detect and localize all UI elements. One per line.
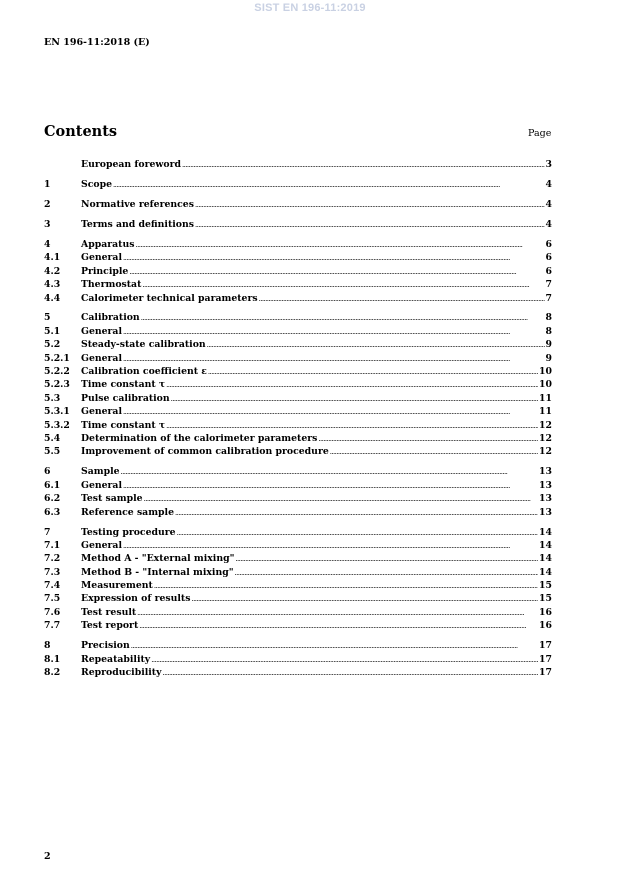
toc-entry-page: 12 <box>539 419 552 431</box>
toc-entry-title: Reproducibility <box>81 667 162 679</box>
toc-entry-title: European foreword <box>81 159 181 170</box>
toc-entry-page: 9 <box>545 352 552 364</box>
toc-entry[interactable] <box>44 178 552 191</box>
toc-entry-number: 6.1 <box>44 479 61 491</box>
toc-entry-title: Normative references <box>81 198 194 210</box>
toc-entry-number: 7 <box>44 526 51 538</box>
toc-entry[interactable] <box>44 392 552 405</box>
toc-entry-number: 7.4 <box>44 580 61 592</box>
toc-entry-page: 16 <box>539 606 552 618</box>
toc-leader-dots <box>141 312 545 325</box>
toc-leader-dots <box>144 493 538 506</box>
toc-entry-title: Repeatability <box>81 653 151 665</box>
toc-entry-title: Calibration <box>81 312 140 324</box>
toc-entry[interactable] <box>44 639 552 652</box>
toc-entry-title: General <box>81 479 122 491</box>
toc-entry-number: 4.2 <box>44 265 61 277</box>
toc-entry-title: General <box>81 325 122 337</box>
toc-entry-title: Principle <box>81 265 129 277</box>
toc-entry-page: 9 <box>545 339 552 351</box>
toc-entry[interactable] <box>44 378 552 391</box>
toc-entry[interactable] <box>44 539 552 552</box>
toc-entry[interactable] <box>44 251 552 264</box>
toc-leader-dots <box>207 339 545 352</box>
toc-entry-page: 12 <box>539 433 552 444</box>
toc-entry[interactable] <box>44 265 552 278</box>
toc-leader-dots <box>177 527 538 540</box>
toc-leader-dots <box>166 379 538 392</box>
toc-entry-title: Expression of results <box>81 593 191 605</box>
toc-entry[interactable] <box>44 619 552 632</box>
toc-entry-page: 17 <box>539 667 552 679</box>
toc-leader-dots <box>135 239 544 252</box>
toc-leader-dots <box>318 433 538 446</box>
toc-leader-dots <box>235 553 538 566</box>
toc-leader-dots <box>142 279 544 292</box>
toc-entry[interactable] <box>44 365 552 378</box>
toc-leader-dots <box>151 654 538 667</box>
toc-entry-page: 6 <box>545 238 552 250</box>
table-of-contents <box>44 158 552 679</box>
toc-entry-number: 4.3 <box>44 279 61 291</box>
toc-entry-title: Test result <box>81 606 137 618</box>
toc-entry-page: 14 <box>539 539 552 551</box>
toc-entry-number: 8 <box>44 640 51 652</box>
toc-entry-title: Thermostat <box>81 279 142 291</box>
toc-entry[interactable] <box>44 606 552 619</box>
toc-entry-page: 12 <box>539 446 552 458</box>
toc-entry-title: Calibration coefficient ε <box>81 366 207 378</box>
toc-entry-title: Apparatus <box>81 238 135 250</box>
toc-entry-page: 8 <box>545 325 552 337</box>
toc-entry[interactable] <box>44 653 552 666</box>
toc-entry-title: Test sample <box>81 493 143 505</box>
toc-entry[interactable] <box>44 465 552 478</box>
toc-entry[interactable] <box>44 526 552 539</box>
toc-entry-page: 10 <box>539 379 552 391</box>
toc-entry-page: 17 <box>539 653 552 665</box>
toc-entry-title: Determination of the calorimeter parameters <box>81 433 318 444</box>
page-title: Contents <box>44 123 118 140</box>
toc-entry-number: 5.2 <box>44 339 61 351</box>
toc-entry-page: 14 <box>539 526 552 538</box>
toc-entry-page: 11 <box>539 392 552 404</box>
toc-entry-page: 13 <box>539 493 552 505</box>
toc-entry-page: 17 <box>539 640 552 652</box>
toc-leader-dots <box>131 640 538 653</box>
toc-entry-title: Calorimeter technical parameters <box>81 292 258 304</box>
document-id: EN 196-11:2018 (E) <box>44 37 150 48</box>
toc-entry-title: Improvement of common calibration procedure <box>81 446 329 458</box>
toc-entry-page: 6 <box>545 265 552 277</box>
toc-entry-title: Terms and definitions <box>81 218 194 230</box>
toc-entry[interactable] <box>44 666 552 679</box>
toc-entry[interactable] <box>44 579 552 592</box>
toc-entry-page: 14 <box>539 566 552 578</box>
toc-entry-number: 7.1 <box>44 539 61 551</box>
toc-entry-page: 4 <box>545 178 552 190</box>
toc-entry[interactable] <box>44 352 552 365</box>
toc-entry-number: 5.3.1 <box>44 406 70 418</box>
toc-entry-title: Precision <box>81 640 130 652</box>
toc-entry-number: 5.5 <box>44 446 61 458</box>
toc-leader-dots <box>235 567 539 580</box>
toc-entry-title: General <box>81 539 122 551</box>
toc-leader-dots <box>208 366 538 379</box>
toc-entry-page: 15 <box>539 593 552 605</box>
toc-entry-page: 13 <box>539 466 552 478</box>
toc-entry-title: Method B - "Internal mixing" <box>81 566 234 578</box>
toc-entry-title: Sample <box>81 466 120 478</box>
toc-entry[interactable] <box>44 479 552 492</box>
toc-entry[interactable] <box>44 405 552 418</box>
toc-leader-dots <box>121 466 539 479</box>
toc-entry-number: 6.2 <box>44 493 61 505</box>
toc-entry-number: 5.2.2 <box>44 366 70 378</box>
toc-entry-title: Steady-state calibration <box>81 339 206 351</box>
toc-entry[interactable] <box>44 506 552 519</box>
toc-entry-number: 5 <box>44 312 51 324</box>
toc-entry-number: 5.4 <box>44 433 61 444</box>
toc-entry-page: 16 <box>539 620 552 632</box>
toc-entry-title: Time constant τ <box>81 379 166 391</box>
toc-entry-page: 4 <box>545 218 552 230</box>
toc-entry-number: 2 <box>44 198 51 210</box>
toc-entry-title: Reference sample <box>81 506 174 518</box>
toc-entry-title: General <box>81 406 122 418</box>
toc-entry-number: 7.7 <box>44 620 61 632</box>
toc-entry-number: 5.1 <box>44 325 61 337</box>
toc-entry-page: 13 <box>539 479 552 491</box>
toc-leader-dots <box>166 420 538 433</box>
toc-entry-title: Pulse calibration <box>81 392 170 404</box>
toc-entry[interactable] <box>44 419 552 432</box>
toc-entry[interactable] <box>44 338 552 351</box>
toc-entry[interactable] <box>44 158 552 171</box>
toc-leader-dots <box>163 667 539 680</box>
toc-entry[interactable] <box>44 592 552 605</box>
toc-entry-number: 8.2 <box>44 667 61 679</box>
toc-entry-number: 5.2.1 <box>44 352 70 364</box>
toc-leader-dots <box>195 219 545 232</box>
toc-entry[interactable] <box>44 238 552 251</box>
watermark: SIST EN 196-11:2019 <box>254 2 366 14</box>
toc-entry-page: 8 <box>545 312 552 324</box>
toc-entry-number: 7.6 <box>44 606 61 618</box>
toc-entry[interactable] <box>44 566 552 579</box>
toc-entry[interactable] <box>44 432 552 445</box>
toc-entry-title: Measurement <box>81 580 153 592</box>
toc-entry-page: 13 <box>539 506 552 518</box>
toc-entry[interactable] <box>44 292 552 305</box>
footer-page-number: 2 <box>44 851 51 862</box>
toc-leader-dots <box>123 540 538 553</box>
toc-entry-page: 3 <box>545 159 552 170</box>
toc-entry-page: 15 <box>539 580 552 592</box>
toc-leader-dots <box>182 159 545 172</box>
toc-leader-dots <box>154 580 538 593</box>
toc-entry-number: 4.1 <box>44 252 61 264</box>
toc-entry[interactable] <box>44 198 552 211</box>
toc-entry-number: 8.1 <box>44 653 61 665</box>
toc-entry-number: 5.3 <box>44 392 61 404</box>
toc-entry-number: 6.3 <box>44 506 61 518</box>
toc-entry-number: 3 <box>44 218 51 230</box>
toc-leader-dots <box>137 607 538 620</box>
toc-entry[interactable] <box>44 552 552 565</box>
toc-entry-number: 5.2.3 <box>44 379 70 391</box>
toc-entry[interactable] <box>44 218 552 231</box>
toc-entry-number: 1 <box>44 178 51 190</box>
toc-entry-title: General <box>81 252 122 264</box>
toc-leader-dots <box>123 326 545 339</box>
toc-entry-page: 14 <box>539 553 552 565</box>
toc-leader-dots <box>191 593 538 606</box>
toc-entry[interactable] <box>44 492 552 505</box>
toc-entry-title: Testing procedure <box>81 526 176 538</box>
toc-entry-title: Scope <box>81 178 112 190</box>
toc-entry-page: 7 <box>545 279 552 291</box>
toc-entry-number: 7.5 <box>44 593 61 605</box>
toc-entry-page: 10 <box>539 366 552 378</box>
toc-leader-dots <box>123 252 545 265</box>
toc-leader-dots <box>195 199 545 212</box>
toc-leader-dots <box>123 480 538 493</box>
toc-entry-page: 7 <box>545 292 552 304</box>
toc-entry[interactable] <box>44 311 552 324</box>
toc-entry-page: 4 <box>545 198 552 210</box>
toc-leader-dots <box>139 620 538 633</box>
toc-entry-number: 7.3 <box>44 566 61 578</box>
toc-leader-dots <box>259 293 545 306</box>
toc-entry-title: Test report <box>81 620 139 632</box>
page-column-label: Page <box>528 128 552 139</box>
toc-leader-dots <box>123 406 538 419</box>
toc-entry[interactable] <box>44 278 552 291</box>
toc-leader-dots <box>330 446 538 459</box>
toc-leader-dots <box>171 393 538 406</box>
toc-entry-number: 6 <box>44 466 51 478</box>
toc-leader-dots <box>113 179 545 192</box>
toc-entry-title: Time constant τ <box>81 419 166 431</box>
toc-entry-number: 4 <box>44 238 51 250</box>
toc-entry-page: 6 <box>545 252 552 264</box>
toc-entry[interactable] <box>44 325 552 338</box>
toc-entry-number: 5.3.2 <box>44 419 70 431</box>
toc-leader-dots <box>129 266 544 279</box>
toc-leader-dots <box>175 507 538 520</box>
toc-entry-page: 11 <box>539 406 552 418</box>
toc-entry-title: Method A - "External mixing" <box>81 553 235 565</box>
toc-entry-title: General <box>81 352 122 364</box>
toc-entry-number: 4.4 <box>44 292 61 304</box>
toc-entry[interactable] <box>44 445 552 458</box>
toc-leader-dots <box>123 353 545 366</box>
toc-entry-number: 7.2 <box>44 553 61 565</box>
